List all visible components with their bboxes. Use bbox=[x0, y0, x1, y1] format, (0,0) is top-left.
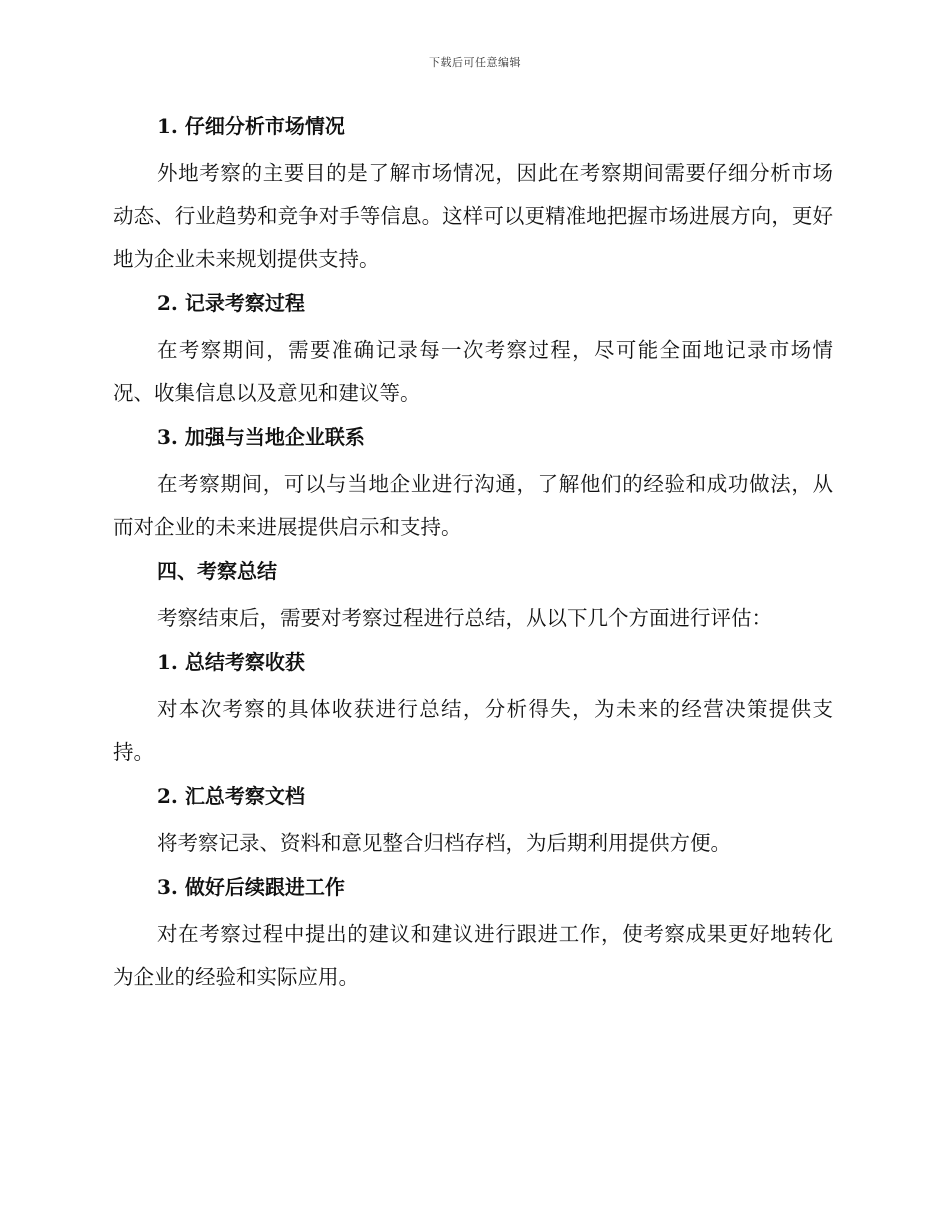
paragraph-documents: 将考察记录、资料和意见整合归档存档，为后期利用提供方便。 bbox=[157, 831, 731, 855]
paragraph-local-contact: 在考察期间，可以与当地企业进行沟通，了解他们的经验和成功做法，从而对企业的未来进展提供启示和支持。 bbox=[113, 472, 833, 539]
paragraph-summary-intro: 考察结束后，需要对考察过程进行总结，从以下几个方面进行评估： bbox=[157, 606, 772, 630]
section-heading-gains: 1. 总结考察收获 bbox=[157, 650, 305, 674]
paragraph-gains: 对本次考察的具体收获进行总结，分析得失，为未来的经营决策提供支持。 bbox=[113, 697, 833, 764]
section-heading-record-process: 2. 记录考察过程 bbox=[157, 291, 305, 315]
paragraph-analyze-market: 外地考察的主要目的是了解市场情况，因此在考察期间需要仔细分析市场动态、行业趋势和竞争对手等信息。这样可以更精准地把握市场进展方向，更好地为企业未来规划提供支持。 bbox=[113, 161, 833, 271]
paragraph-follow-up: 对在考察过程中提出的建议和建议进行跟进工作，使考察成果更好地转化为企业的经验和实际应用。 bbox=[113, 922, 833, 989]
section-heading-analyze-market: 1. 仔细分析市场情况 bbox=[157, 114, 345, 138]
section-heading-summary: 四、考察总结 bbox=[157, 559, 277, 583]
section-heading-local-contact: 3. 加强与当地企业联系 bbox=[157, 425, 365, 449]
page-header: 下载后可任意编辑 bbox=[429, 56, 521, 69]
section-heading-documents: 2. 汇总考察文档 bbox=[157, 784, 305, 808]
document-body bbox=[113, 110, 833, 999]
paragraph-record-process: 在考察期间，需要准确记录每一次考察过程，尽可能全面地记录市场情况、收集信息以及意见和建议等。 bbox=[113, 338, 833, 405]
section-heading-follow-up: 3. 做好后续跟进工作 bbox=[157, 875, 345, 899]
